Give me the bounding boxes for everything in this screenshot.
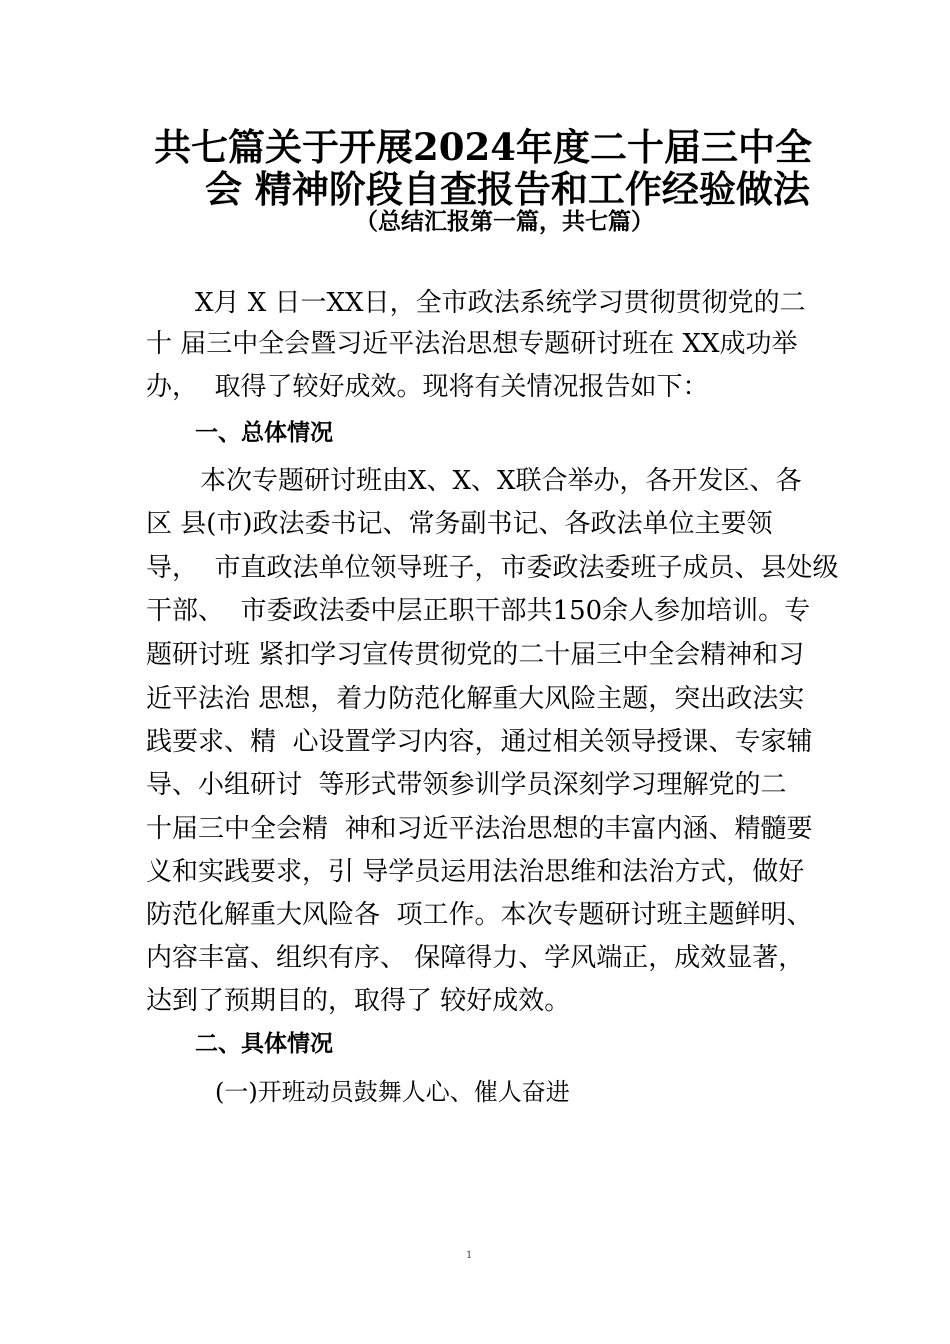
body-line: 题研讨班 紧扣学习宣传贯彻党的二十届三中全会精神和习 bbox=[146, 640, 805, 670]
body-line: 本次专题研讨班由X、X、X联合举办，各开发区、各 bbox=[200, 466, 802, 496]
body-line: 达到了预期目的，取得了 较好成效。 bbox=[146, 986, 571, 1016]
intro-line: X月 X 日一XX日，全市政法系统学习贯彻贯彻党的二 bbox=[195, 288, 806, 318]
section-heading-2: 二、具体情况 bbox=[195, 1031, 333, 1057]
body-line: 十届三中全会精 神和习近平法治思想的丰富内涵、精髓要 bbox=[146, 814, 813, 844]
document-subtitle: （总结汇报第一篇，共七篇） bbox=[355, 209, 654, 235]
document-title-line-2: 会 精神阶段自查报告和工作经验做法 bbox=[205, 167, 810, 211]
subsection-heading: (一)开班动员鼓舞人心、催人奋进 bbox=[215, 1078, 570, 1106]
body-line: 导， 市直政法单位领导班子，市委政法委班子成员、县处级 bbox=[146, 553, 839, 583]
body-line: 导、小组研讨 等形式带领参训学员深刻学习理解党的二 bbox=[146, 770, 787, 800]
document-title-line-1: 共七篇关于开展2024年度二十届三中全 bbox=[154, 125, 812, 169]
body-line: 义和实践要求，引 导学员运用法治思维和法治方式，做好 bbox=[146, 857, 805, 887]
page-number: 1 bbox=[466, 1250, 473, 1261]
intro-line: 十 届三中全会暨习近平法治思想专题研讨班在 XX成功举 bbox=[146, 329, 798, 359]
body-line: 近平法治 思想，着力防范化解重大风险主题，突出政法实 bbox=[146, 684, 805, 714]
body-line: 内容丰富、组织有序、 保障得力、学风端正，成效显著， bbox=[146, 943, 805, 973]
body-line: 防范化解重大风险各 项工作。本次专题研讨班主题鲜明、 bbox=[146, 900, 813, 930]
body-line: 区 县(市)政法委书记、常务副书记、各政法单位主要领 bbox=[146, 509, 773, 539]
intro-line: 办， 取得了较好成效。现将有关情况报告如下： bbox=[146, 372, 709, 402]
body-line: 干部、 市委政法委中层正职干部共150余人参加培训。专 bbox=[146, 596, 811, 626]
body-line: 践要求、精 心设置学习内容，通过相关领导授课、专家辅 bbox=[146, 727, 813, 757]
section-heading-1: 一、总体情况 bbox=[195, 420, 333, 446]
